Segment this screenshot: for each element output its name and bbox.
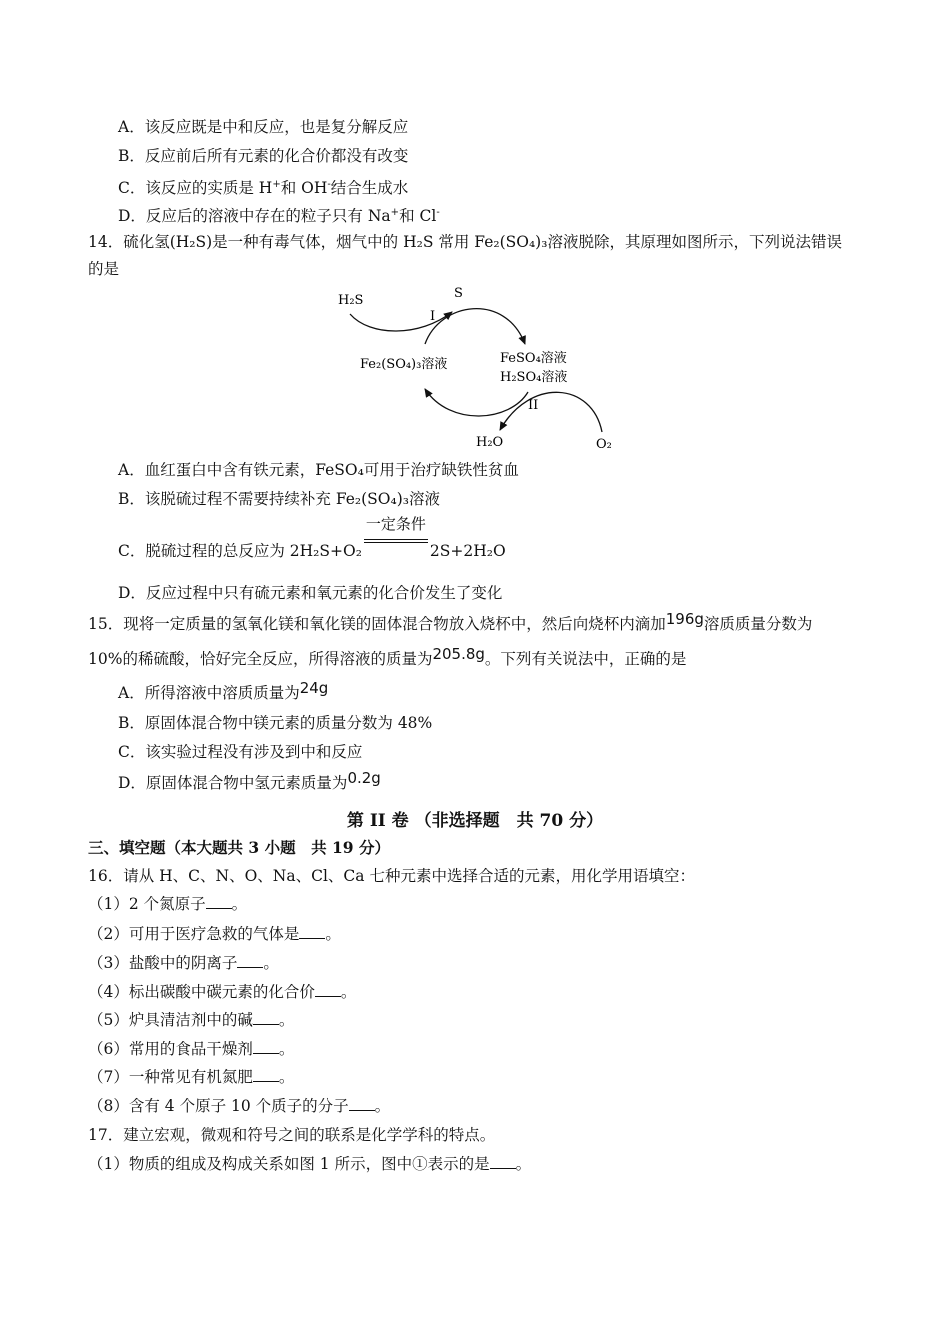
q16-item-1-text: （1）2 个氮原子 [88, 895, 206, 913]
answer-blank[interactable] [253, 1010, 279, 1025]
q17-item-1 [88, 1154, 531, 1174]
q16-item-7-text: （7）一种常见有机氮肥 [88, 1068, 253, 1086]
q14-option-c-post: 2S+2H₂O [429, 542, 506, 560]
q15-option-d-value: 0.2g [347, 769, 381, 787]
label-h2so4: H₂SO₄溶液 [500, 370, 568, 385]
q16-item-8-text: （8）含有 4 个原子 10 个质子的分子 [88, 1097, 349, 1115]
q13-option-b: B．反应前后所有元素的化合价都没有改变 [118, 147, 409, 165]
plus-sign: + [272, 179, 281, 190]
label-o2: O₂ [596, 437, 612, 452]
q15-option-a [118, 679, 329, 703]
answer-blank[interactable] [490, 1154, 516, 1169]
q14-option-d: D．反应过程中只有硫元素和氧元素的化合价发生了变化 [118, 584, 503, 602]
q14-option-c-pre: C．脱硫过程的总反应为 2H₂S+O₂ [118, 542, 362, 560]
q13-option-d-pre: D．反应后的溶液中存在的粒子只有 Na [118, 207, 391, 226]
answer-blank[interactable] [253, 1039, 279, 1054]
label-feso4: FeSO₄溶液 [500, 351, 567, 366]
period: 。 [278, 1011, 295, 1029]
label-s: S [454, 286, 463, 301]
q13-option-c-pre: C．该反应的实质是 H [118, 179, 273, 198]
q16-item-4-text: （4）标出碳酸中碳元素的化合价 [88, 983, 315, 1001]
period: 。 [278, 1068, 295, 1086]
q16-item-8 [88, 1096, 390, 1116]
section-2-title: 第 II 卷 （非选择题 共 70 分） [346, 811, 604, 831]
q15-stem-line1-post: 溶质质量分数为 [703, 615, 813, 633]
q17-stem: 17．建立宏观，微观和符号之间的联系是化学学科的特点。 [88, 1126, 496, 1144]
desulfurization-cycle-diagram [330, 282, 630, 457]
label-step-1: I [430, 309, 436, 324]
answer-blank[interactable] [253, 1067, 279, 1082]
q17-item-1-text: （1）物质的组成及构成关系如图 1 所示，图中①表示的是 [88, 1155, 490, 1173]
q15-stem-line1 [88, 610, 813, 634]
q15-option-b: B．原固体混合物中镁元素的质量分数为 48% [118, 714, 433, 732]
q16-stem: 16．请从 H、C、N、O、Na、Cl、Ca 七种元素中选择合适的元素，用化学用语填空： [88, 867, 695, 885]
period: 。 [340, 983, 357, 1001]
q15-solution-mass: 205.8g [432, 645, 485, 663]
q15-option-d [118, 769, 381, 793]
label-h2o: H₂O [476, 435, 504, 450]
q16-item-2-text: （2）可用于医疗急救的气体是 [88, 925, 300, 943]
q15-acid-mass: 196g [665, 610, 704, 628]
q15-option-c: C．该实验过程没有涉及到中和反应 [118, 743, 363, 761]
q14-option-c [118, 515, 506, 561]
answer-blank[interactable] [349, 1096, 375, 1111]
label-fe2so43: Fe₂(SO₄)₃溶液 [360, 357, 448, 372]
answer-blank[interactable] [206, 894, 232, 909]
q14-stem-line2: 的是 [88, 260, 120, 278]
label-h2s: H₂S [338, 293, 364, 308]
q13-option-d-mid: 和 Cl [399, 207, 437, 226]
q16-item-3-text: （3）盐酸中的阴离子 [88, 954, 238, 972]
q14-option-b: B．该脱硫过程不需要持续补充 Fe₂(SO₄)₃溶液 [118, 490, 440, 508]
q16-item-5 [88, 1010, 294, 1030]
reaction-condition-text: 一定条件 [365, 515, 426, 533]
plus-sign: + [390, 207, 400, 218]
q16-item-6 [88, 1039, 294, 1059]
q15-option-d-pre: D．原固体混合物中氢元素质量为 [118, 774, 348, 792]
answer-blank[interactable] [299, 924, 325, 939]
q15-stem-line2 [88, 645, 687, 669]
q13-option-a: A．该反应既是中和反应，也是复分解反应 [118, 118, 409, 136]
q16-item-4 [88, 982, 356, 1002]
q15-stem-line2-pre: 10%的稀硫酸，恰好完全反应，所得溶液的质量为 [88, 650, 433, 668]
arrow-fe2so43-to-feso4 [425, 309, 525, 344]
period: 。 [231, 895, 248, 913]
q16-item-6-text: （6）常用的食品干燥剂 [88, 1040, 253, 1058]
period: 。 [374, 1097, 391, 1115]
minus-sign: - [436, 207, 440, 218]
q13-option-d [118, 203, 440, 226]
q16-item-2 [88, 924, 341, 944]
q13-option-c-mid: 和 OH [280, 179, 328, 198]
q16-item-1 [88, 894, 247, 914]
reaction-condition-arrow [362, 515, 430, 556]
period: 。 [278, 1040, 295, 1058]
q15-stem-line1-pre: 15．现将一定质量的氢氧化镁和氧化镁的固体混合物放入烧杯中，然后向烧杯内滴加 [88, 615, 666, 633]
q15-option-a-pre: A．所得溶液中溶质质量为 [118, 684, 300, 702]
part-3-heading: 三、填空题（本大题共 3 小题 共 19 分） [88, 838, 390, 857]
q16-item-7 [88, 1067, 294, 1087]
q14-stem-line1: 14．硫化氢(H₂S)是一种有毒气体，烟气中的 H₂S 常用 Fe₂(SO₄)₃溶液脱除，其原理如图所示，下列说法错误 [88, 233, 842, 251]
q16-item-5-text: （5）炉具清洁剂中的碱 [88, 1011, 253, 1029]
q15-option-a-value: 24g [299, 679, 329, 697]
q15-stem-line2-post: 。下列有关说法中，正确的是 [484, 650, 687, 668]
period: 。 [515, 1155, 532, 1173]
period: 。 [325, 925, 341, 943]
label-step-2: II [528, 398, 539, 413]
minus-sign: - [327, 179, 331, 190]
answer-blank[interactable] [315, 982, 341, 997]
period: 。 [263, 954, 279, 972]
answer-blank[interactable] [237, 953, 263, 968]
q13-option-c-post: 结合生成水 [330, 179, 409, 198]
arrow-h2s-to-s [350, 312, 452, 331]
q14-option-a: A．血红蛋白中含有铁元素，FeSO₄可用于治疗缺铁性贫血 [118, 461, 519, 479]
arrow-o2-to-h2o [500, 392, 602, 432]
q16-item-3 [88, 953, 279, 973]
q13-option-c [118, 175, 408, 198]
